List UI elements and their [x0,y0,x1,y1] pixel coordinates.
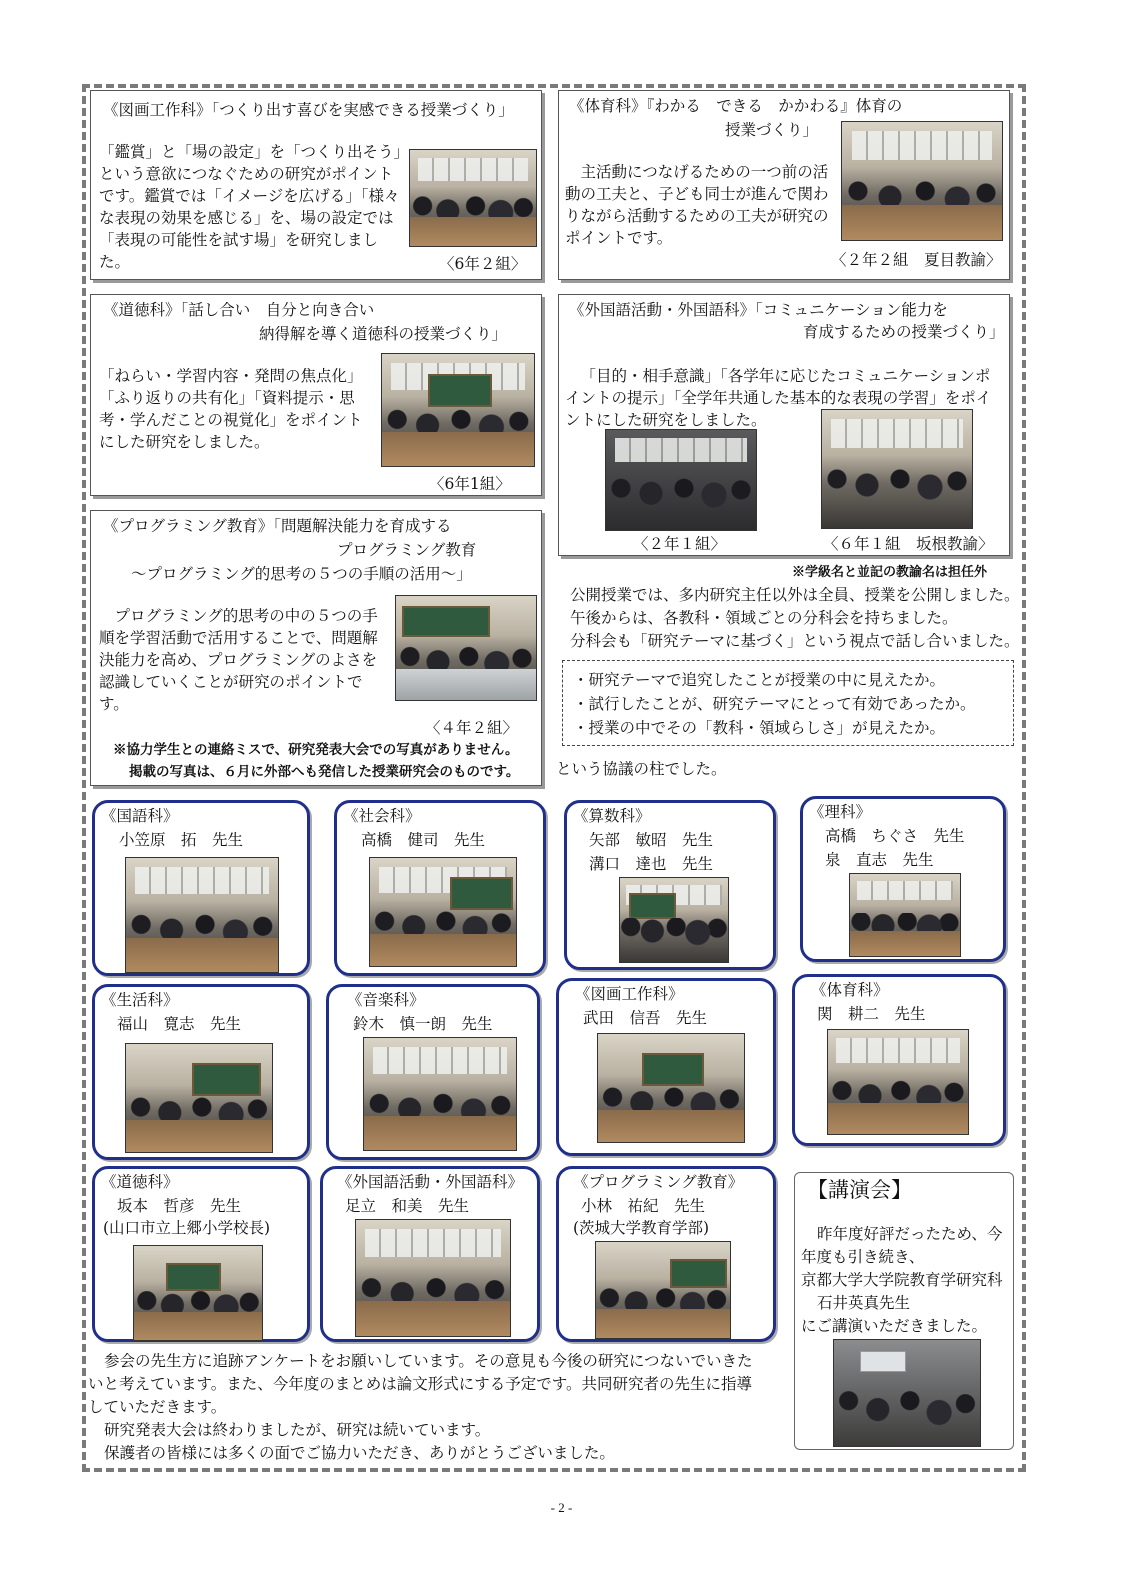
lecture-line-4: 石井英真先生 [817,1294,911,1312]
discussion-points [562,660,1014,746]
lecture-line-2: 年度も引き続き、 [801,1248,925,1266]
session-photo [125,857,279,973]
class-label: 〈４年２組〉 [425,719,519,737]
teacher-box-sansu [564,800,776,970]
teacher-name: 武田 信吾 先生 [583,1009,708,1027]
class-photo [841,121,1003,241]
class-label: 〈２年２組 夏目教諭〉 [831,251,1002,269]
subject-label: 《生活科》 [101,991,179,1009]
closing-line-2: いと考えています。また、今年度のまとめは論文形式にする予定です。共同研究者の先生に指導 [88,1375,753,1393]
lecture-box [794,1172,1014,1450]
teacher-box-gaikoku [320,1166,540,1342]
lecture-line-3: 京都大学大学院教育学研究科 [801,1271,1003,1289]
section-body: 主活動につなげるための一つ前の活動の工夫と、子ども同士が進んで関わりながら活動するための工夫が研究のポイントです。 [565,163,829,247]
point-2: ・試行したことが、研究テーマにとって有効であったか。 [573,695,976,713]
section-body: 「ねらい・学習内容・発問の焦点化」「ふり返りの共有化」「資料提示・思考・学んだことの視覚化」をポイントにした研究をしました。 [99,367,363,451]
teacher-box-shakai [334,800,546,976]
section-zuga [90,90,542,280]
teacher-affiliation: (山口市立上郷小学校長) [103,1219,271,1237]
section-taiiku [558,90,1010,280]
teacher-box-dotoku [92,1166,310,1342]
teacher-box-taiiku [792,974,1006,1146]
subject-label: 《国語科》 [101,807,179,825]
class-label: 〈6年２組〉 [439,255,527,273]
open-class-line-1: 公開授業では、多内研究主任以外は全員、授業を公開しました。 [570,586,1020,604]
section-title-3: ～プログラミング的思考の５つの手順の活用～」 [131,565,472,583]
section-gaikoku [558,294,1010,556]
teacher-name: 関 耕二 先生 [817,1005,926,1023]
closing-line-3: していただきます。 [88,1398,227,1416]
subject-label: 《算数科》 [573,807,651,825]
class-photo-1 [605,429,757,531]
section-body: 「目的・相手意識」「各学年に応じたコミュニケーションポイントの提示」「全学年共通した基本的な表現の学習」をポイントにした研究をしました。 [565,367,992,429]
section-title: 《外国語活動・外国語科》「コミュニケーション能力を [569,301,948,319]
class-label: 〈6年1組〉 [429,475,511,493]
teacher-note: ※学級名と並記の教諭名は担任外 [792,565,988,580]
section-title-2: プログラミング教育 [337,541,477,559]
class-photo [409,149,537,247]
subject-label: 《理科》 [809,803,872,821]
teacher-name: 小林 祐紀 先生 [581,1197,706,1215]
class-photo [395,595,537,701]
lecture-line-5: にご講演いただきました。 [801,1317,988,1335]
section-body: 「鑑賞」と「場の設定」を「つくり出そう」という意欲につなぐための研究がポイントです。鑑賞では「イメージを広げる」「様々な表現の効果を感じる」を、場の設定では「表現の可能性を試す場」を研究しました。 [99,143,402,271]
class-photo-2 [821,409,973,529]
discussion-after: という協議の柱でした。 [556,760,727,778]
teacher-name-2: 溝口 達也 先生 [589,855,714,873]
teacher-name: 矢部 敏昭 先生 [589,831,714,849]
class-photo [381,353,535,467]
subject-label: 《外国語活動・外国語科》 [337,1173,524,1191]
subject-label: 《道徳科》 [101,1173,179,1191]
teacher-box-rika [800,796,1006,962]
session-photo [595,1241,731,1339]
section-title: 《道徳科》「話し合い 自分と向き合い [103,301,375,319]
teacher-box-program [556,1166,776,1342]
session-photo [597,1033,745,1143]
section-title: 《プログラミング教育》「問題解決能力を育成する [103,517,452,535]
subject-label: 《社会科》 [343,807,421,825]
teacher-box-ongaku [326,984,540,1160]
lecture-title: 【講演会】 [807,1178,912,1202]
subject-label: 《プログラミング教育》 [573,1173,744,1191]
session-photo [355,1219,511,1337]
open-class-line-2: 午後からは、各教科・領域ごとの分科会を持ちました。 [570,609,958,627]
section-title-2: 納得解を導く道徳科の授業づくり」 [259,325,508,343]
section-body: プログラミング的思考の中の５つの手順を学習活動で活用することで、問題解決能力を高め、プログラミングのよさを認識していくことが研究のポイントです。 [99,607,378,713]
teacher-name: 足立 和美 先生 [345,1197,470,1215]
lecture-photo [833,1339,981,1447]
lecture-line-1: 昨年度好評だったため、今 [817,1225,1003,1243]
point-1: ・研究テーマで追究したことが授業の中に見えたか。 [573,671,946,689]
teacher-name: 高橋 健司 先生 [361,831,486,849]
section-title: 《体育科》『わかる できる かかわる』体育の [569,97,903,115]
class-label-1: 〈２年１組〉 [633,535,727,553]
session-photo [849,873,961,957]
open-class-line-3: 分科会も「研究テーマに基づく」という視点で話し合いました。 [570,632,1020,650]
section-title-2: 授業づくり」 [725,121,819,139]
teacher-box-kokugo [92,800,310,976]
section-dotoku [90,294,542,496]
point-3: ・授業の中でその「教科・領域らしさ」が見えたか。 [573,719,946,737]
teacher-name-2: 泉 直志 先生 [825,851,934,869]
teacher-name: 高橋 ちぐさ 先生 [825,827,965,845]
teacher-name: 小笠原 拓 先生 [119,831,244,849]
session-photo [133,1245,263,1341]
session-photo [619,877,729,963]
subject-label: 《音楽科》 [347,991,425,1009]
teacher-name: 坂本 哲彦 先生 [117,1197,242,1215]
page-number: - 2 - [550,1500,573,1515]
session-photo [369,857,517,967]
closing-line-5: 保護者の皆様には多くの面でご協力いただき、ありがとうございました。 [104,1444,615,1462]
photo-note-2: 掲載の写真は、６月に外部へも発信した授業研究会のものです。 [129,764,520,780]
closing-line-1: 参会の先生方に追跡アンケートをお願いしています。その意見も今後の研究につないでいきた [104,1352,753,1370]
closing-line-4: 研究発表大会は終わりましたが、研究は続いています。 [104,1421,491,1439]
session-photo [125,1043,273,1153]
class-label-2: 〈６年１組 坂根教諭〉 [823,535,994,553]
teacher-name: 福山 寛志 先生 [117,1015,242,1033]
teacher-box-zuga [556,978,776,1156]
subject-label: 《体育科》 [811,981,889,999]
section-program [90,510,542,786]
session-photo [827,1029,969,1135]
teacher-affiliation: (茨城大学教育学部) [573,1219,710,1237]
section-title: 《図画工作科》「つくり出す喜びを実感できる授業づくり」 [103,101,514,119]
session-photo [363,1037,517,1151]
photo-note-1: ※協力学生との連絡ミスで、研究発表大会での写真がありません。 [113,742,519,758]
subject-label: 《図画工作科》 [575,985,684,1003]
teacher-name: 鈴木 慎一朗 先生 [353,1015,493,1033]
teacher-box-seikatsu [92,984,310,1160]
section-title-2: 育成するための授業づくり」 [803,323,1005,341]
